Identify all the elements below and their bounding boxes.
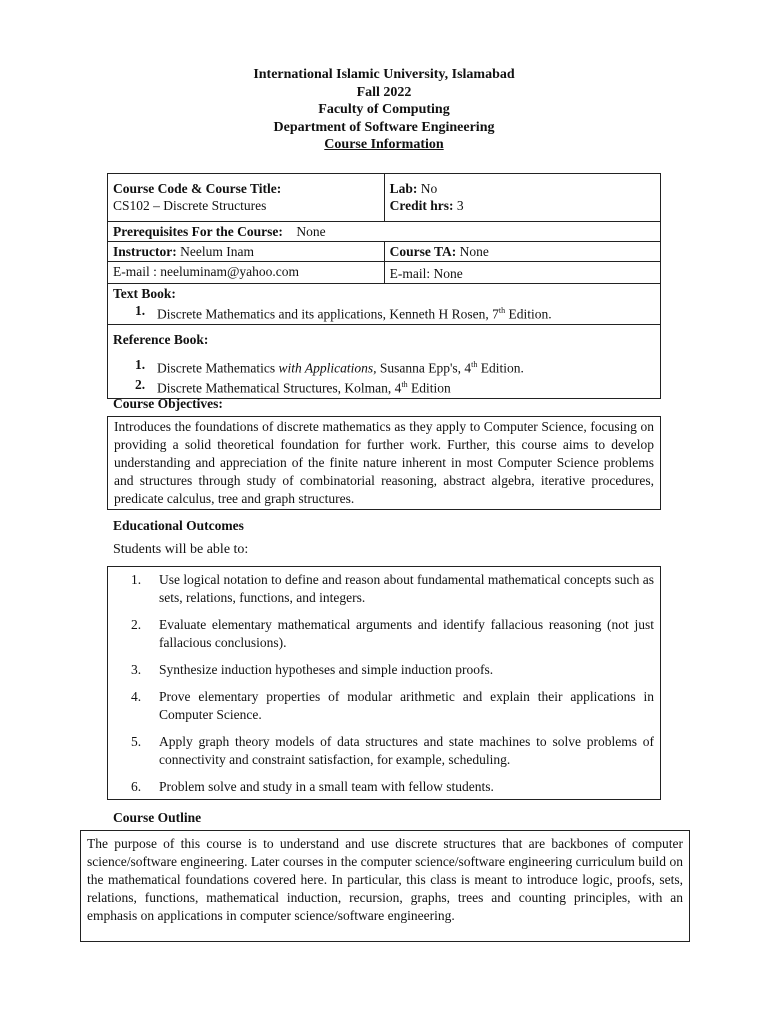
table-row xyxy=(108,284,661,325)
list-item xyxy=(114,688,654,724)
ta-email-cell xyxy=(384,262,660,284)
outcome-text: Evaluate elementary mathematical arguments and identify fallacious reasoning (not just fallacious conclusions). xyxy=(159,617,654,650)
ta-cell xyxy=(384,242,660,262)
ta-label: Course TA: xyxy=(389,244,457,259)
reference-cell xyxy=(108,324,661,398)
table-row xyxy=(108,222,661,242)
ref1-b: Susanna Epp's, 4 xyxy=(376,360,472,375)
reference-item xyxy=(113,376,655,397)
credit-label: Credit hrs: xyxy=(389,198,454,213)
instructor-label: Instructor: xyxy=(113,244,177,259)
textbook-label: Text Book: xyxy=(113,286,176,301)
ref1-num: 1. xyxy=(135,356,146,372)
email-label: E-mail : xyxy=(113,264,157,279)
outcomes-intro: Students will be able to: xyxy=(113,542,249,557)
ref1-italic: with Applications, xyxy=(278,360,377,375)
outcome-num: 1. xyxy=(131,572,142,587)
table-row xyxy=(108,262,661,284)
objectives-text: Introduces the foundations of discrete mathematics as they apply to Computer Science, focusing on providing a solid theoretical foundation for further work. Further, this course aims to develop understanding and appreciation of the finite nature inherent in most Computer Science problems and structures through study of combinatorial reasoning, abstract algebra, iterative procedures, predicate calculus, tree and graph structures. xyxy=(114,419,654,506)
ta-email: E-mail: None xyxy=(389,266,463,281)
list-item xyxy=(114,571,654,607)
course-info-table xyxy=(107,173,661,399)
semester: Fall 2022 xyxy=(356,84,412,100)
prereq-value: None xyxy=(296,224,326,239)
course-label: Course Code & Course Title: xyxy=(113,181,282,196)
lab-label: Lab: xyxy=(389,181,418,196)
prereq-label: Prerequisites For the Course: xyxy=(113,224,283,239)
ref1-a: Discrete Mathematics xyxy=(157,360,279,375)
prereq-cell xyxy=(108,222,661,242)
department-name: Department of Software Engineering xyxy=(273,119,495,135)
lab-value: No xyxy=(420,181,438,196)
outline-title: Course Outline xyxy=(113,810,202,825)
ref2-sup: th xyxy=(401,380,408,389)
lab-cell xyxy=(384,174,660,222)
ref2-end: Edition xyxy=(407,380,451,396)
outcome-text: Synthesize induction hypotheses and simple induction proofs. xyxy=(159,662,494,677)
textbook-sup: th xyxy=(498,306,506,315)
textbook-end: Edition. xyxy=(505,306,552,322)
objectives-box xyxy=(107,416,661,510)
document-header xyxy=(0,66,768,154)
textbook-num: 1. xyxy=(135,303,146,318)
reference-label: Reference Book: xyxy=(113,331,209,347)
ref2-a: Discrete Mathematical Structures, Kolman, 4 xyxy=(157,380,402,396)
document-title: Course Information xyxy=(324,137,444,153)
outcome-num: 3. xyxy=(131,662,142,677)
list-item xyxy=(114,778,654,796)
email-value: neeluminam@yahoo.com xyxy=(160,264,300,279)
outcome-num: 6. xyxy=(131,779,142,794)
outline-box xyxy=(80,830,690,942)
email-cell xyxy=(108,262,385,284)
outcome-text: Problem solve and study in a small team with fellow students. xyxy=(159,779,494,794)
outcomes-title: Educational Outcomes xyxy=(113,518,244,533)
table-row xyxy=(108,174,661,222)
outcome-num: 5. xyxy=(131,734,142,749)
instructor-value: Neelum Inam xyxy=(180,244,254,259)
outcome-text: Prove elementary properties of modular arithmetic and explain their applications in Computer Science. xyxy=(159,689,654,722)
outline-text: The purpose of this course is to understand and use discrete structures that are backbones of computer science/software engineering. Later courses in the computer science/software engineering curriculum build on the mathematical foundations covered here. In particular, this class is meant to introduce logic, proofs, sets, relations, functions, mathematical induction, recursion, graphs, trees and counting principles, with an emphasis on applications in computer science/software engineering. xyxy=(87,836,683,923)
ref2-num: 2. xyxy=(135,377,146,392)
outcomes-box xyxy=(107,566,661,800)
course-cell xyxy=(108,174,385,222)
outcome-text: Use logical notation to define and reason about fundamental mathematical concepts such as sets, relations, functions, and integers. xyxy=(159,572,654,605)
university-name: International Islamic University, Islamabad xyxy=(253,67,515,82)
table-row xyxy=(108,242,661,262)
course-value: CS102 – Discrete Structures xyxy=(113,198,267,213)
list-item xyxy=(114,616,654,652)
outcome-num: 4. xyxy=(131,689,142,704)
textbook-item xyxy=(113,302,655,323)
list-item xyxy=(114,733,654,769)
objectives-title: Course Objectives: xyxy=(113,396,223,411)
instructor-cell xyxy=(108,242,385,262)
ref1-sup: th xyxy=(471,359,478,369)
outcome-text: Apply graph theory models of data structures and state machines to solve problems of connectivity and constraint satisfaction, for example, scheduling. xyxy=(159,734,654,767)
faculty-name: Faculty of Computing xyxy=(318,102,450,118)
textbook-cell xyxy=(108,284,661,325)
table-row xyxy=(108,324,661,398)
ta-value: None xyxy=(459,244,489,259)
credit-value: 3 xyxy=(456,198,464,213)
list-item xyxy=(114,661,654,679)
textbook-text: Discrete Mathematics and its applications, Kenneth H Rosen, 7 xyxy=(157,306,499,322)
outcome-num: 2. xyxy=(131,617,142,632)
reference-item xyxy=(113,356,655,377)
ref1-end: Edition. xyxy=(477,360,524,375)
outcomes-list xyxy=(114,571,654,796)
